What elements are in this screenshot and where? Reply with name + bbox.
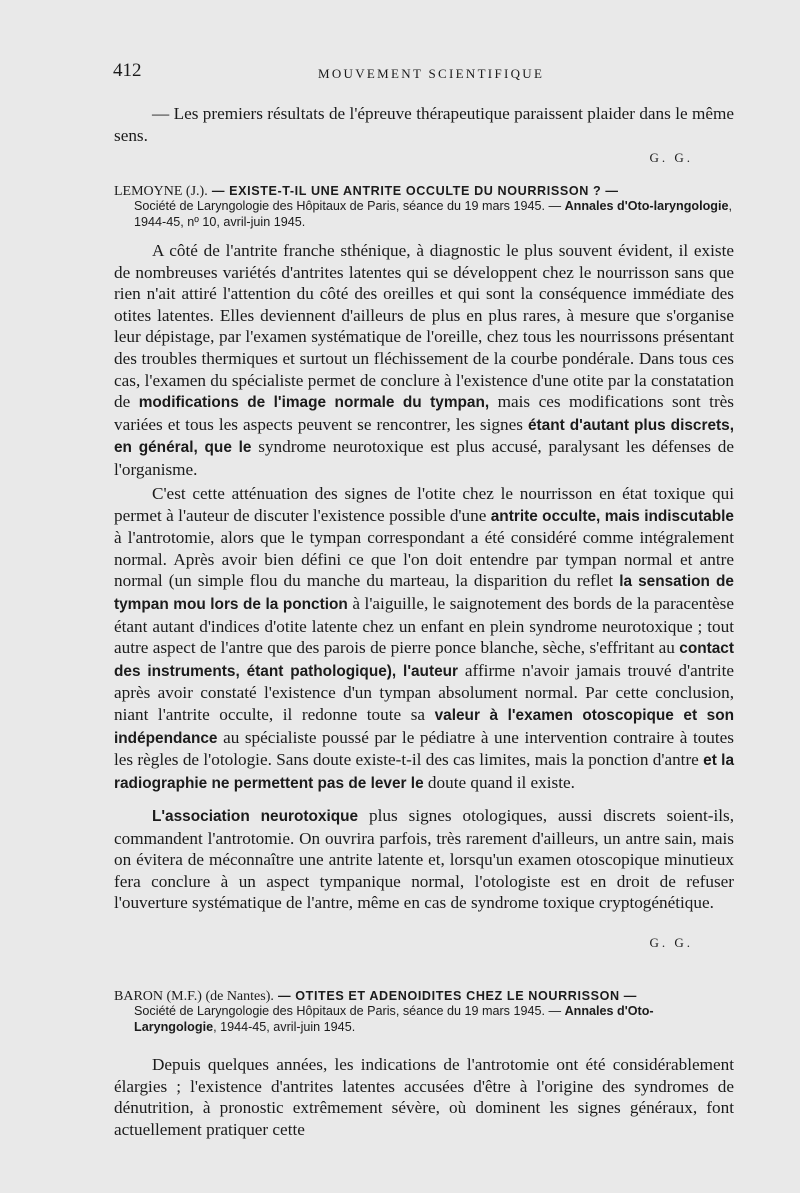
- intro-signature: G. G.: [649, 150, 693, 165]
- intro-text: — Les premiers résultats de l'épreuve thérapeutique paraissent plaider dans le même sens.: [114, 104, 734, 145]
- article-1-title: — EXISTE-T-IL UNE ANTRITE OCCULTE DU NOURRISSON ? —: [207, 184, 619, 198]
- article-2-reference: [114, 989, 736, 1035]
- article-1-paragraph-1: A côté de l'antrite franche sthénique, à diagnostic le plus souvent évident, il existe de nombreuses variétés d'antrites latentes qui se développent chez le nourrisson sans que rien n'ait attiré l'attention du côté des oreilles et qui sont la conséquence immédiate des otites latentes. Elles deviennent d'ailleurs de plus en plus rares, à mesure que s'organise leur dépistage, par l'examen systématique de l'oreille, chez tous les nourrissons présentant des troubles thermiques et surtout un fléchissement de la courbe pondérale. Dans tous ces cas, l'examen du spécialiste permet de conclure à l'existence d'une otite par la constatation de modifications de l'image normale du tympan, mais ces modifications sont très variées et tous les aspects peuvent se rencontrer, les signes étant d'autant plus discrets, en général, que le syndrome neurotoxique est plus accusé, paralysant les défenses de l'organisme.: [114, 241, 734, 479]
- article-2-author: BARON (M.F.) (de Nantes).: [114, 989, 274, 1004]
- article-1-paragraph-3: L'association neurotoxique plus signes otologiques, aussi discrets soient-ils, commandent l'antrotomie. On ouvrira parfois, très rarement d'ailleurs, un antre sain, mais on évitera de méconnaître une antrite latente et, lorsqu'un examen otoscopique minutieux fera conclure à un aspect tympanique normal, l'otologiste est en droit de refuser l'ouverture systématique de l'antre, même en cas de syndrome toxique cryptogénétique.: [114, 806, 734, 913]
- running-title: MOUVEMENT SCIENTIFIQUE: [318, 66, 545, 81]
- article-2-title: — OTITES ET ADENOIDITES CHEZ LE NOURRISSON —: [273, 989, 637, 1003]
- article-1-signature: G. G.: [649, 935, 693, 950]
- article-1-bibliography: Société de Laryngologie des Hôpitaux de Paris, séance du 19 mars 1945. — Annales d'Oto-laryngologie, 1944-45, nº 10, avril-juin 1945.: [134, 199, 732, 229]
- article-2-paragraph-1: Depuis quelques années, les indications de l'antrotomie ont été considérablement élargies ; l'existence d'antrites latentes accusées d'être à l'origine des syndromes de dénutrition, à pronostic extrêmement sévère, où dominent les signes généraux, font actuellement pratiquer cette: [114, 1055, 734, 1139]
- article-1-author: LEMOYNE (J.).: [114, 184, 208, 199]
- article-1-reference: [114, 184, 736, 230]
- article-2-bibliography: Société de Laryngologie des Hôpitaux de Paris, séance du 19 mars 1945. — Annales d'Oto-Laryngologie, 1944-45, avril-juin 1945.: [134, 1004, 654, 1034]
- article-1-paragraph-2: C'est cette atténuation des signes de l'otite chez le nourrisson en état toxique qui permet à l'auteur de discuter l'existence possible d'une antrite occulte, mais indiscutable à l'antrotomie, alors que le tympan correspondant a été considéré comme intégralement normal. Après avoir bien défini ce que l'on doit entendre par tympan normal et antre normal (un simple flou du manche du marteau, la disparition du reflet la sensation de tympan mou lors de la ponction à l'aiguille, le saignotement des bords de la paracentèse étant autant d'indices d'otite latente chez un enfant en plein syndrome neurotoxique ; tout autre aspect de l'antre que des parois de pierre ponce blanche, sèche, s'effritant au contact des instruments, étant pathologique), l'auteur affirme n'avoir jamais trouvé d'antrite après avoir constaté l'existence d'un tympan absolument normal. Par cette conclusion, niant l'antrite occulte, il redonne toute sa valeur à l'examen otoscopique et son indépendance au spécialiste poussé par le pédiatre à une intervention contraire à toutes les règles de l'otologie. Sans doute existe-t-il des cas limites, mais la ponction d'antre et la radiographie ne permettent pas de lever le doute quand il existe.: [114, 484, 735, 792]
- page-number: 412: [113, 60, 142, 81]
